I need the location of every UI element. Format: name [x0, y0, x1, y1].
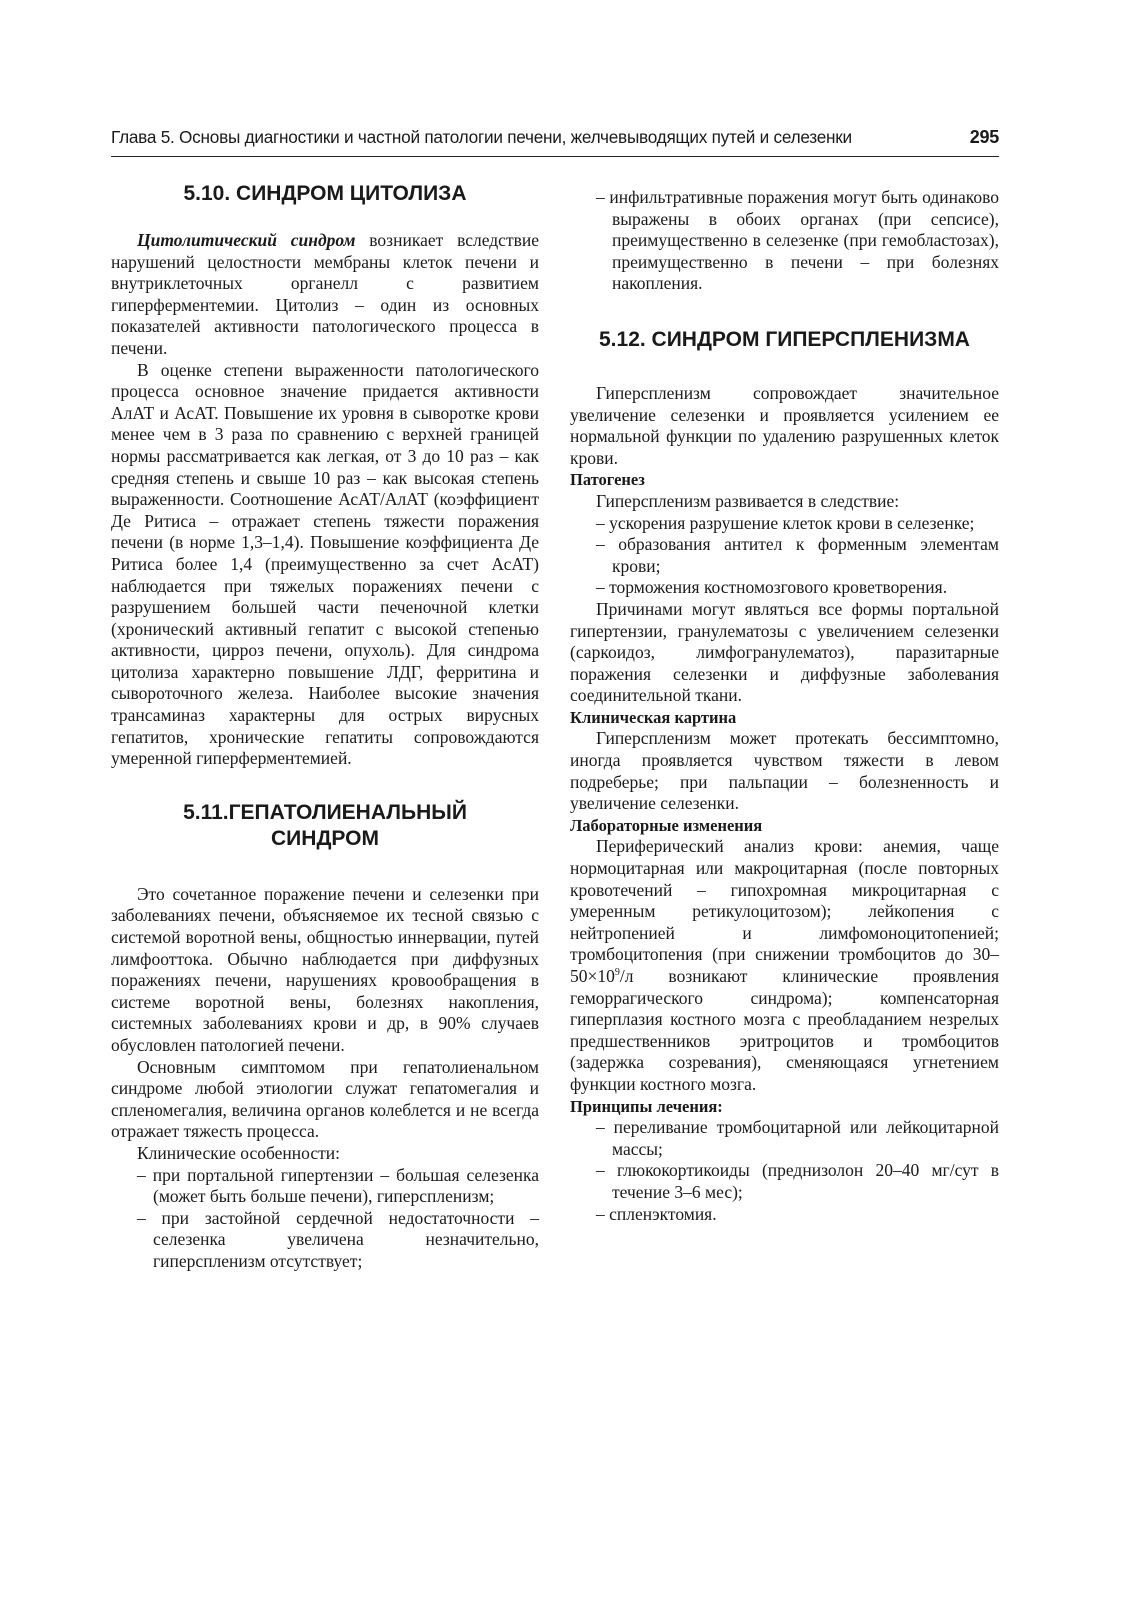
paragraph: [111, 230, 539, 360]
list-item: – торможения костномозгового кроветворения.: [596, 577, 948, 598]
heading-line: СИНДРОМ: [271, 826, 379, 850]
section-heading-5-10: 5.10. СИНДРОМ ЦИТОЛИЗА: [183, 182, 467, 205]
paragraph: Гиперспленизм сопровождает значительное увеличение селезенки и проявляется усилением ее нормальной функции по удалению разрушенных клеток крови.: [570, 382, 999, 468]
paragraph-text: возникает вследствие нарушений целостности мембраны клеток печени и внутриклеточных органелл с развитием гиперферментемии. Цитолиз – один из основных показателей активности патологического процесса в печени.: [111, 230, 539, 358]
subheading-lab-changes: Лабораторные изменения: [570, 815, 763, 835]
term-cytolytic-syndrome: Цитолитический синдром: [137, 230, 356, 250]
heading-line: 5.11.ГЕПАТОЛИЕНАЛЬНЫЙ: [183, 800, 467, 824]
list-item: – ускорения разрушение клеток крови в селезенке;: [596, 512, 975, 533]
paragraph: Гиперспленизм может протекать бессимптомно, иногда проявляется чувством тяжести в левом подреберье; при пальпации – болезненность и увеличение селезенки.: [570, 728, 999, 814]
running-title: Глава 5. Основы диагностики и частной патологии печени, желчевыводящих путей и селезенки: [111, 127, 852, 147]
running-header: [111, 127, 999, 148]
list-item: – переливание тромбоцитарной или лейкоцитарной массы;: [596, 1117, 999, 1159]
paragraph: Причинами могут являться все формы портальной гипертензии, гранулематозы с увеличением селезенки (саркоидоз, лимфогранулематоз), паразитарные поражения селезенки и диффузные заболевания соединительной ткани.: [570, 598, 999, 706]
list-item: – инфильтративные поражения могут быть одинаково выражены в обоих органах (при сепсисе), преимущественно в селезенке (при гемобластозах), преимущественно в печени – при болезнях накопления.: [596, 187, 999, 294]
subheading-pathogenesis: Патогенез: [570, 470, 645, 490]
right-column: [570, 187, 999, 1225]
header-rule: [111, 156, 999, 157]
paragraph: [570, 836, 999, 1095]
exponent: 9: [614, 967, 620, 979]
left-column: [111, 230, 539, 1273]
paragraph: В оценке степени выраженности патологического процесса основное значение придается активности АлАТ и АсАТ. Повышение их уровня в сыворотке крови менее чем в 3 раза по сравнению с верхней границей нормы рассматривается как легкая, от 3 до 10 раз – как средняя степень и свыше 10 раз – как высокая степень выраженности. Соотношение АсАТ/АлАТ (коэффициент Де Ритиса – отражает степень тяжести поражения печени (в норме 1,3–1,4). Повышение коэффициента Де Ритиса более 1,4 (преимущественно за счет АсАТ) наблюдается при тяжелых поражениях печени с разрушением большей части печеночной клетки (хронический активный гепатит с высокой степенью активности, цирроз печени, опухоль). Для синдрома цитолиза характерно повышение ЛДГ, ферритина и сывороточного железа. Наиболее высокие значения трансаминаз характерны для острых вирусных гепатитов, хронические гепатиты сопровождаются умеренной гиперферментемией.: [111, 359, 539, 769]
page-number: 295: [969, 127, 999, 147]
section-heading-5-11: [111, 800, 539, 852]
list-item: – образования антител к форменным элементам крови;: [596, 534, 999, 576]
section-heading-5-12: 5.12. СИНДРОМ ГИПЕРСПЛЕНИЗМА: [599, 327, 970, 351]
list-item: – спленэктомия.: [596, 1203, 717, 1224]
list-item: – глюкокортикоиды (преднизолон 20–40 мг/сут в течение 3–6 мес);: [596, 1160, 999, 1202]
list-item: – при портальной гипертензии – большая селезенка (может быть больше печени), гиперспленизм;: [137, 1164, 539, 1207]
subheading-treatment: Принципы лечения:: [570, 1096, 723, 1116]
paragraph: Клинические особенности:: [137, 1142, 340, 1163]
subheading-clinical-picture: Клиническая картина: [570, 707, 737, 727]
paragraph-text: /л возникают клинические проявления геморрагического синдрома); компенсаторная гиперплазия костного мозга с преобладанием незрелых предшественников эритроцитов и тромбоцитов (задержка созревания), сменяющаяся угнетением функции костного мозга.: [570, 966, 999, 1094]
paragraph: Основным симптомом при гепатолиенальном синдроме любой этиологии служат гепатомегалия и спленомегалия, величина органов колеблется и не всегда отражает тяжесть процесса.: [111, 1056, 539, 1142]
list-item: – при застойной сердечной недостаточности – селезенка увеличена незначительно, гиперспленизм отсутствует;: [137, 1207, 539, 1271]
paragraph: Гиперспленизм развивается в следствие:: [596, 490, 900, 511]
paragraph-text: Периферический анализ крови: анемия, чаще нормоцитарная или макроцитарная (после повторных кровотечений – гипохромная микроцитарная с умеренным ретикулоцитозом); лейкопения с нейтропенией и лимфомоноцитопенией; тромбоцитопения (при снижении тромбоцитов до 30–50×10: [570, 836, 999, 986]
paragraph: Это сочетанное поражение печени и селезенки при заболеваниях печени, объясняемое их тесной связью с системой воротной вены, общностью иннервации, путей лимфооттока. Обычно наблюдается при диффузных поражениях печени, нарушениях кровообращения в системе воротной вены, болезнях накопления, системных заболеваниях крови и др, в 90% случаев обусловлен патологией печени.: [111, 883, 539, 1055]
